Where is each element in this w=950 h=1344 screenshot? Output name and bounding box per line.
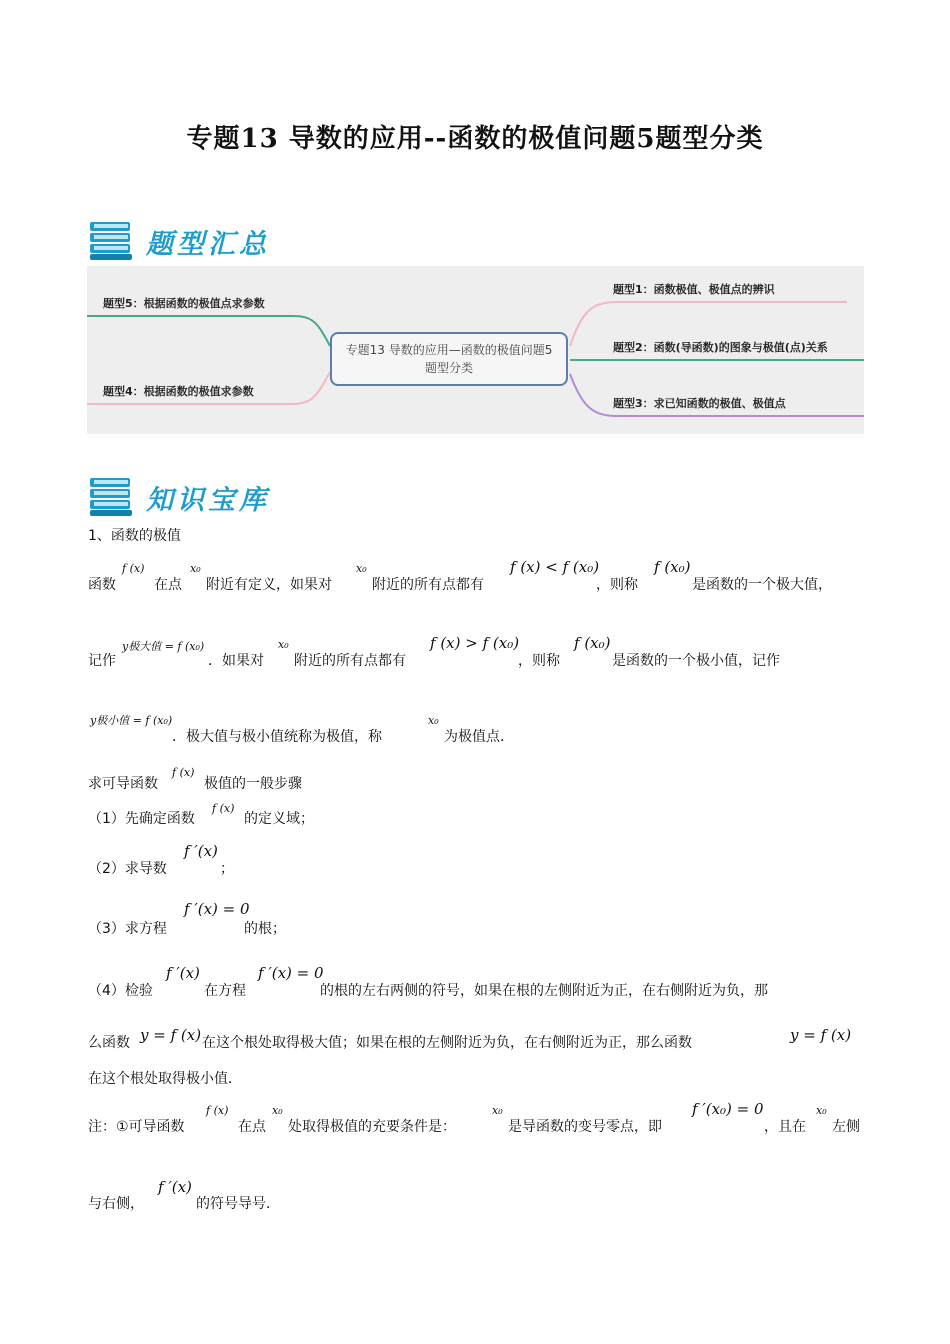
text: 是导函数的变号零点，即 [508,1119,662,1135]
text: 函数 [88,577,116,593]
text: 么函数 [88,1035,130,1051]
math-fpx: f ′(x) [184,842,218,860]
books-icon [88,476,134,518]
text: 附近有定义，如果对 [206,577,332,593]
mindmap-node-t4: 题型4：根据函数的极值求参数 [103,385,254,398]
text: 的根； [244,921,286,937]
math-fx: f (x) [122,562,145,575]
step-1: （1）先确定函数 [88,811,195,827]
text: 为极值点． [444,729,514,745]
mindmap-center: 专题13 导数的应用—函数的极值问题5题型分类 [330,332,568,386]
mindmap-node-t2: 题型2：函数(导函数)的图象与极值(点)关系 [613,341,828,354]
text: 附近的所有点都有 [372,577,484,593]
math-ymin: y极小值 = f (x₀) [90,714,173,727]
section-label-knowledge: 知识宝库 [146,484,270,516]
math-x0: x₀ [428,714,439,727]
step-3: （3）求方程 [88,921,167,937]
math-fx: f (x) [206,1104,229,1117]
text: ，则称 [518,653,560,669]
text: 处取得极值的充要条件是： [288,1119,456,1135]
text: 与右侧， [88,1196,144,1212]
math-fx0: f (x₀) [654,558,691,576]
connector-t5 [87,316,330,346]
text: 的根的左右两侧的符号，如果在根的左侧附近为正，在右侧附近为负，那 [320,983,768,999]
math-x0: x₀ [816,1104,827,1117]
text: 在这个根处取得极大值；如果在根的左侧附近为负，在右侧附近为正，那么函数 [202,1035,692,1051]
text: 在方程 [204,983,246,999]
text: ，且在 [764,1119,806,1135]
text: 的定义域； [244,811,314,827]
text: 是函数的一个极小值，记作 [612,653,780,669]
books-icon [88,220,134,262]
text: 极值的一般步骤 [204,776,302,792]
heading-extrema: 1、函数的极值 [88,528,181,544]
section-label-summary: 题型汇总 [146,228,270,260]
text: 在点 [154,577,182,593]
text: 在这个根处取得极小值． [88,1071,242,1087]
math-ymax: y极大值 = f (x₀) [122,640,205,653]
text: 附近的所有点都有 [294,653,406,669]
text: 在点 [238,1119,266,1135]
math-ineq-gt: f (x) > f (x₀) [430,634,520,652]
math-x0: x₀ [278,638,289,651]
page-title: 专题13 导数的应用--函数的极值问题5题型分类 [186,124,764,154]
math-fx: f (x) [172,766,195,779]
math-fpx-eq0: f ′(x) = 0 [184,900,250,918]
text: 左侧 [832,1119,860,1135]
math-x0: x₀ [492,1104,503,1117]
mindmap [87,266,864,434]
math-fpx: f ′(x) [166,964,200,982]
math-fpx: f ′(x) [158,1178,192,1196]
math-x0: x₀ [356,562,367,575]
math-ineq-lt: f (x) < f (x₀) [510,558,600,576]
section-header-knowledge [88,474,270,520]
math-y-eq-fx: y = f (x) [140,1026,202,1044]
section-header-summary [88,218,270,264]
math-y-eq-fx: y = f (x) [790,1026,852,1044]
math-x0: x₀ [272,1104,283,1117]
mindmap-node-t5: 题型5：根据函数的极值点求参数 [103,297,265,310]
mindmap-node-t1: 题型1：函数极值、极值点的辨识 [613,283,775,296]
mindmap-node-t3: 题型3：求已知函数的极值、极值点 [613,397,786,410]
math-fpx0-eq0: f ′(x₀) = 0 [692,1100,764,1118]
math-fx0: f (x₀) [574,634,611,652]
math-fpx-eq0: f ′(x) = 0 [258,964,324,982]
text: 是函数的一个极大值， [692,577,832,593]
text: 的符号导号． [196,1196,280,1212]
text: ．极大值与极小值统称为极值，称 [172,729,382,745]
note-1: 注：①可导函数 [88,1119,185,1135]
text: 记作 [88,653,116,669]
step-4: （4）检验 [88,983,153,999]
text: ．如果对 [208,653,264,669]
text: 求可导函数 [88,776,158,792]
step-2: （2）求导数 [88,861,167,877]
math-fx: f (x) [212,802,235,815]
text: ，则称 [596,577,638,593]
math-x0: x₀ [190,562,201,575]
text: ； [220,861,234,877]
